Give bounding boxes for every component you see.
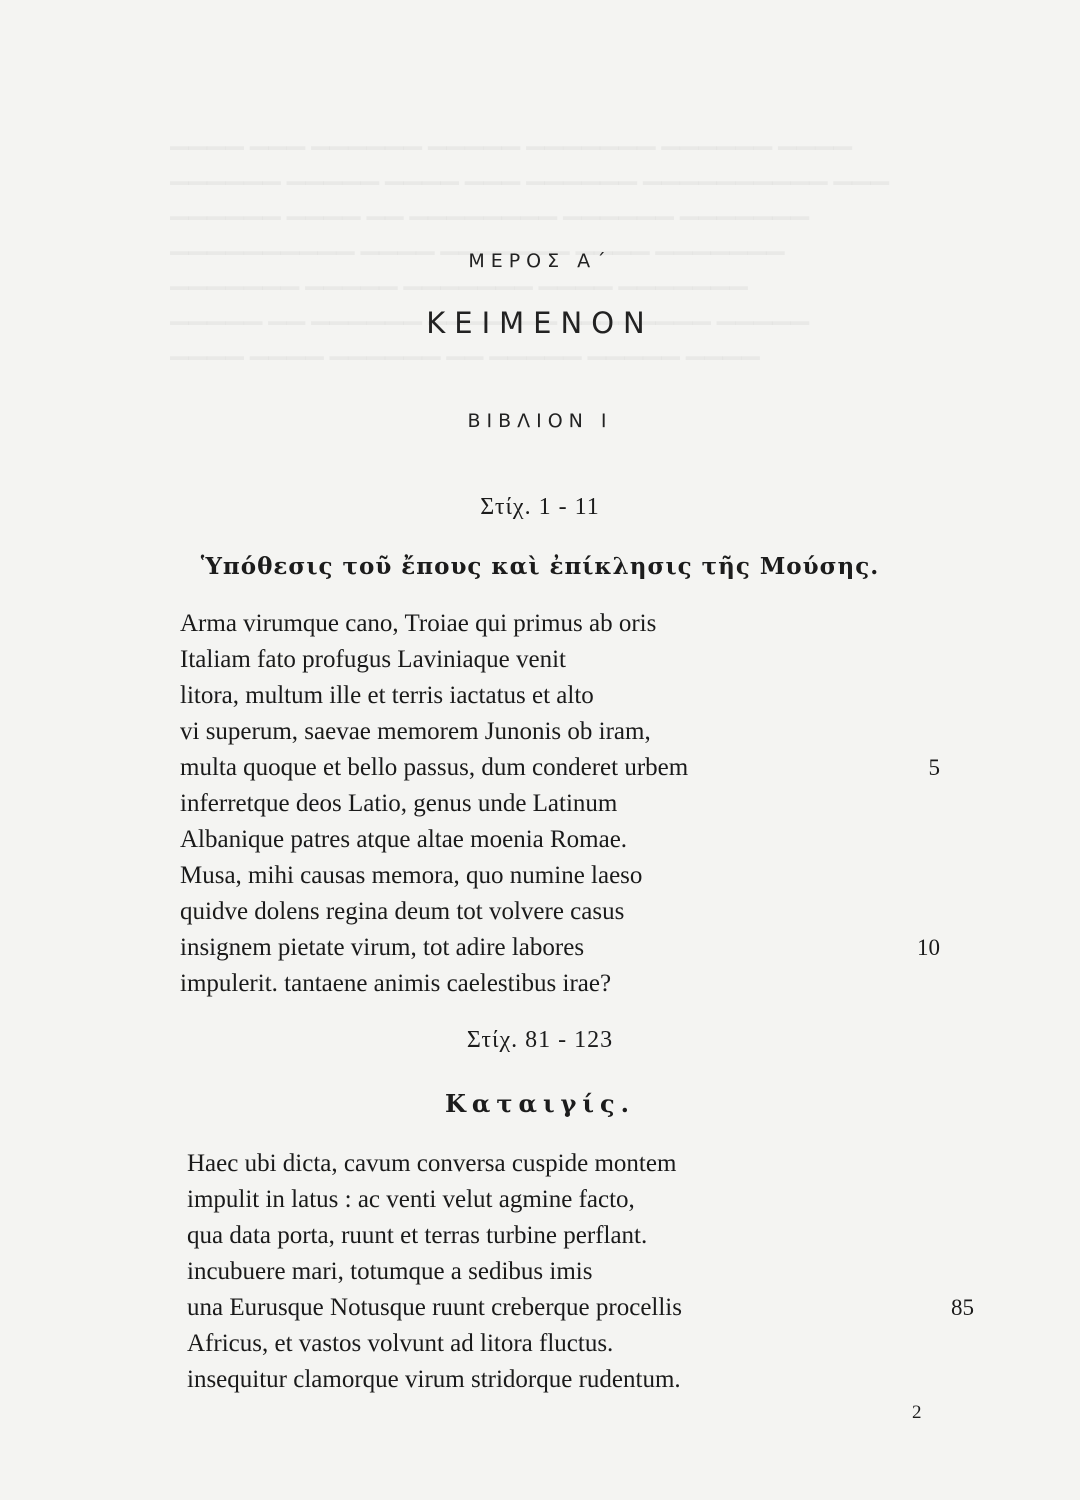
verse-text: Musa, mihi causas memora, quo numine laeso (180, 862, 643, 889)
line-number: 5 (928, 755, 940, 780)
verse-line (180, 858, 960, 894)
verse-text: una Eurusque Notusque ruunt creberque procellis (187, 1294, 682, 1321)
verse-text: insignem pietate virum, tot adire labores (180, 934, 585, 961)
verse-line (180, 678, 960, 714)
verse-line (180, 642, 960, 678)
verse-text: incubuere mari, totumque a sedibus imis (187, 1258, 593, 1285)
book-label: ΒΙΒΛΙΟΝ Ι (467, 410, 613, 432)
verse-line (187, 1254, 967, 1290)
verse-text: Italiam fato profugus Laviniaque venit (180, 646, 566, 673)
verse-text: qua data porta, ruunt et terras turbine perflant. (187, 1222, 648, 1249)
verse-text: Africus, et vastos volvunt ad litora fluctus. (187, 1330, 614, 1357)
verse-line (187, 1182, 967, 1218)
verse-line (187, 1146, 967, 1182)
verse-line (187, 1218, 967, 1254)
verse-text: litora, multum ille et terris iactatus et alto (180, 682, 594, 709)
page-number: 2 (912, 1402, 922, 1423)
verse-line (180, 930, 960, 966)
verse-line (180, 750, 960, 786)
verse-line (187, 1326, 967, 1362)
section-title-2: Καταιγίς. (445, 1089, 635, 1118)
verse-text: impulerit. tantaene animis caelestibus irae? (180, 970, 612, 997)
verse-line (180, 822, 960, 858)
stanza-2 (187, 1146, 974, 1398)
verse-text: quidve dolens regina deum tot volvere casus (180, 898, 625, 925)
line-number: 85 (951, 1295, 974, 1320)
verse-line (180, 966, 960, 1002)
verse-line (180, 606, 960, 642)
line-number: 10 (917, 935, 940, 960)
verse-text: insequitur clamorque virum stridorque rudentum. (187, 1366, 681, 1393)
verse-text: multa quoque et bello passus, dum conderet urbem (180, 754, 689, 781)
verse-text: inferretque deos Latio, genus unde Latinum (180, 790, 618, 817)
part-label: ΜΕΡΟΣ Α΄ (468, 250, 612, 272)
verse-range-1: Στίχ. 1 - 11 (480, 494, 600, 520)
section-title-1: Ὑπόθεσις τοῦ ἔπους καὶ ἐπίκλησις τῆς Μούσης. (200, 553, 880, 580)
verse-text: Albanique patres atque altae moenia Romae. (180, 826, 628, 853)
verse-text: vi superum, saevae memorem Junonis ob iram, (180, 718, 651, 745)
stanza-1 (180, 606, 960, 1002)
verse-text: Haec ubi dicta, cavum conversa cuspide montem (187, 1150, 677, 1177)
verse-text: Arma virumque cano, Troiae qui primus ab oris (180, 610, 657, 637)
verse-line (180, 786, 960, 822)
text-label: ΚΕΙΜΕΝΟΝ (426, 306, 654, 340)
verse-line (187, 1290, 974, 1326)
verse-line (180, 714, 960, 750)
verse-line (180, 894, 960, 930)
verse-range-2: Στίχ. 81 - 123 (466, 1027, 614, 1053)
verse-text: impulit in latus : ac venti velut agmine facto, (187, 1186, 635, 1213)
verse-line (187, 1362, 967, 1398)
